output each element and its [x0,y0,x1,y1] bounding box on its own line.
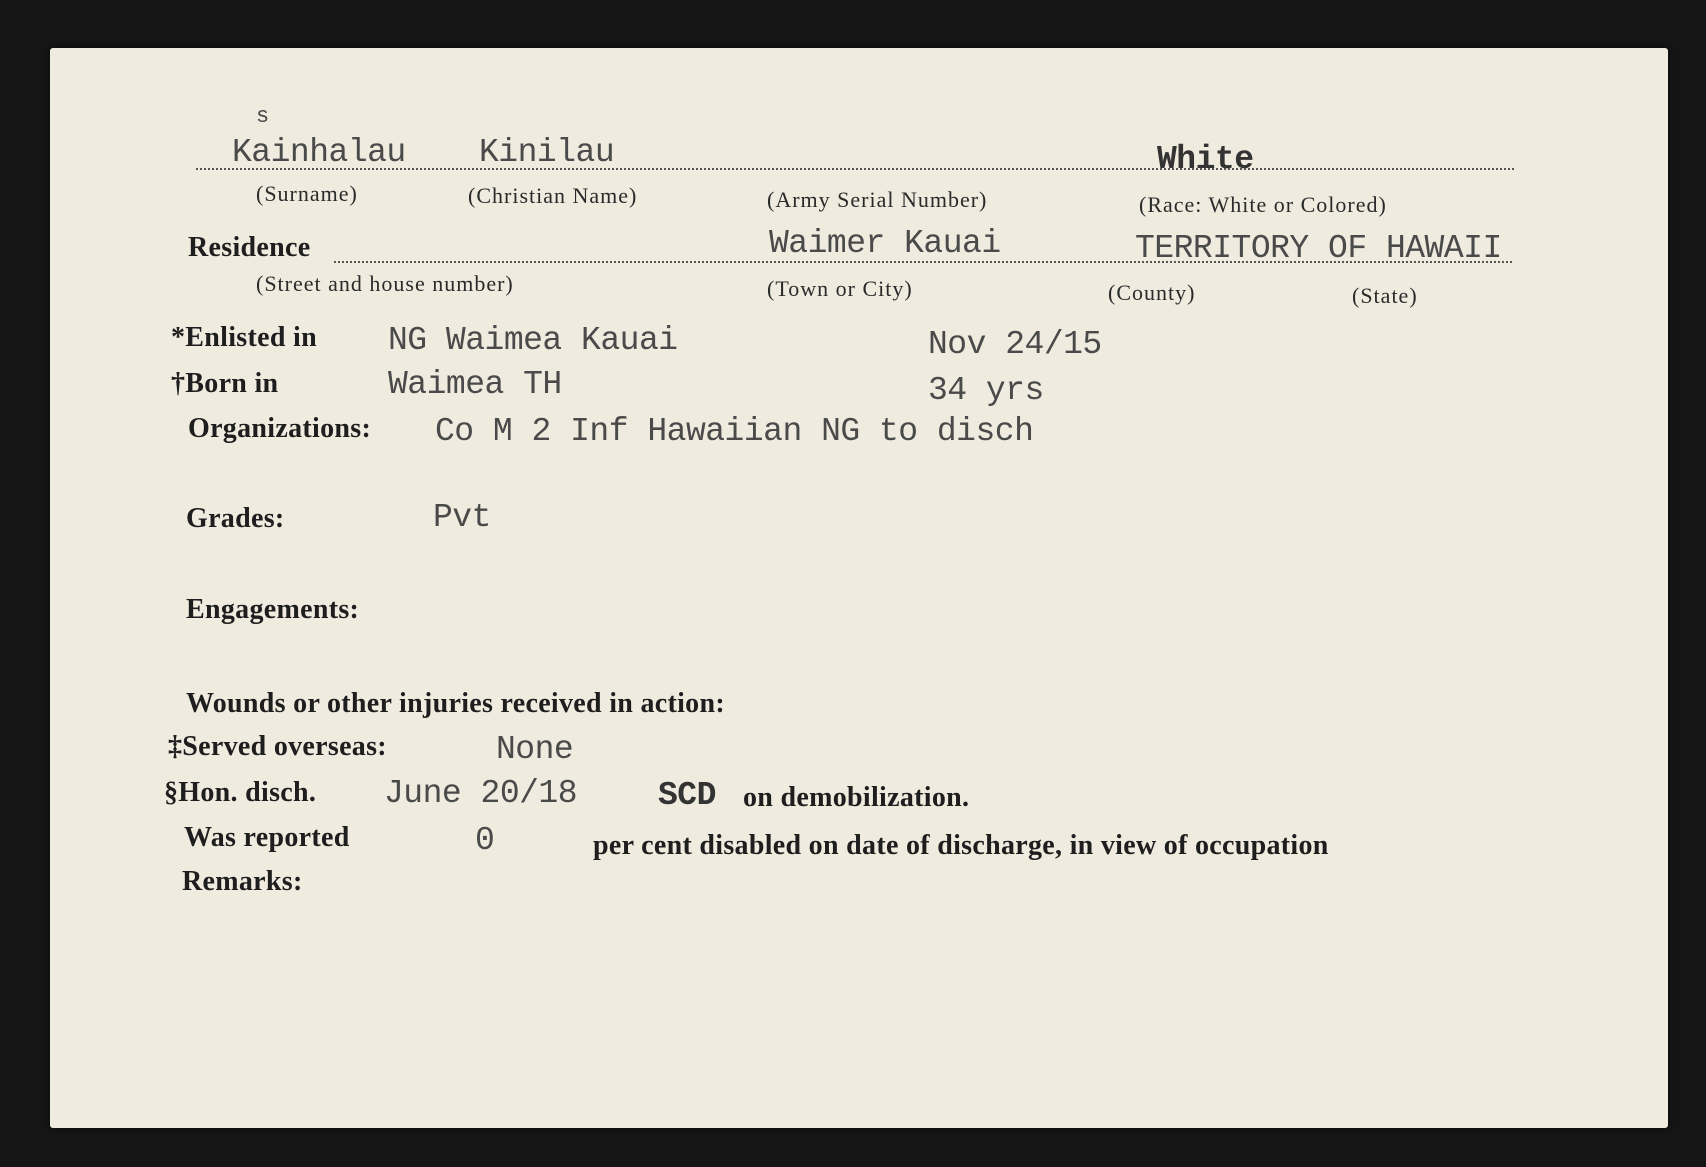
caption-race: (Race: White or Colored) [1139,192,1387,217]
served-overseas-label: ‡Served overseas: [168,731,387,762]
born-place: Waimea TH [388,366,562,403]
caption-serial: (Army Serial Number) [767,187,988,212]
race-value: White [1157,141,1254,178]
organizations-value: Co M 2 Inf Hawaiian NG to disch [435,413,1034,450]
caption-surname: (Surname) [256,181,358,206]
reported-label: Was reported [184,822,350,853]
caption-state: (State) [1352,283,1418,308]
disability-text: per cent disabled on date of discharge, in view of occupation [593,830,1329,861]
caption-county: (County) [1108,280,1196,305]
grades-value: Pvt [433,499,491,536]
organizations-label: Organizations: [188,413,372,444]
town-value: Waimer Kauai [769,225,1001,262]
enlisted-date: Nov 24/15 [928,326,1102,363]
enlisted-place: NG Waimea Kauai [388,322,678,359]
residence-label: Residence [188,232,311,263]
remarks-label: Remarks: [182,866,303,897]
served-overseas-value: None [496,731,574,768]
caption-street: (Street and house number) [256,271,514,296]
hon-disch-reason: SCD [658,777,716,814]
name-line [196,168,1514,170]
enlisted-label: *Enlisted in [171,322,317,353]
demobilization-text: on demobilization. [743,782,970,813]
surname-value: Kainhalau [232,134,406,171]
hon-disch-label: §Hon. disch. [164,777,317,808]
state-value: TERRITORY OF HAWAII [1135,230,1502,267]
grades-label: Grades: [186,503,285,534]
age-value: 34 yrs [928,372,1044,409]
engagements-label: Engagements: [186,594,360,625]
disability-percent: 0 [475,822,495,859]
christian-name-value: Kinilau [479,134,615,171]
caption-town: (Town or City) [767,276,913,301]
wounds-label: Wounds or other injuries received in action: [186,688,725,719]
caption-christian-name: (Christian Name) [468,183,638,208]
hon-disch-date: June 20/18 [384,775,578,812]
surname-correction: s [256,104,269,129]
born-label: †Born in [171,368,279,399]
